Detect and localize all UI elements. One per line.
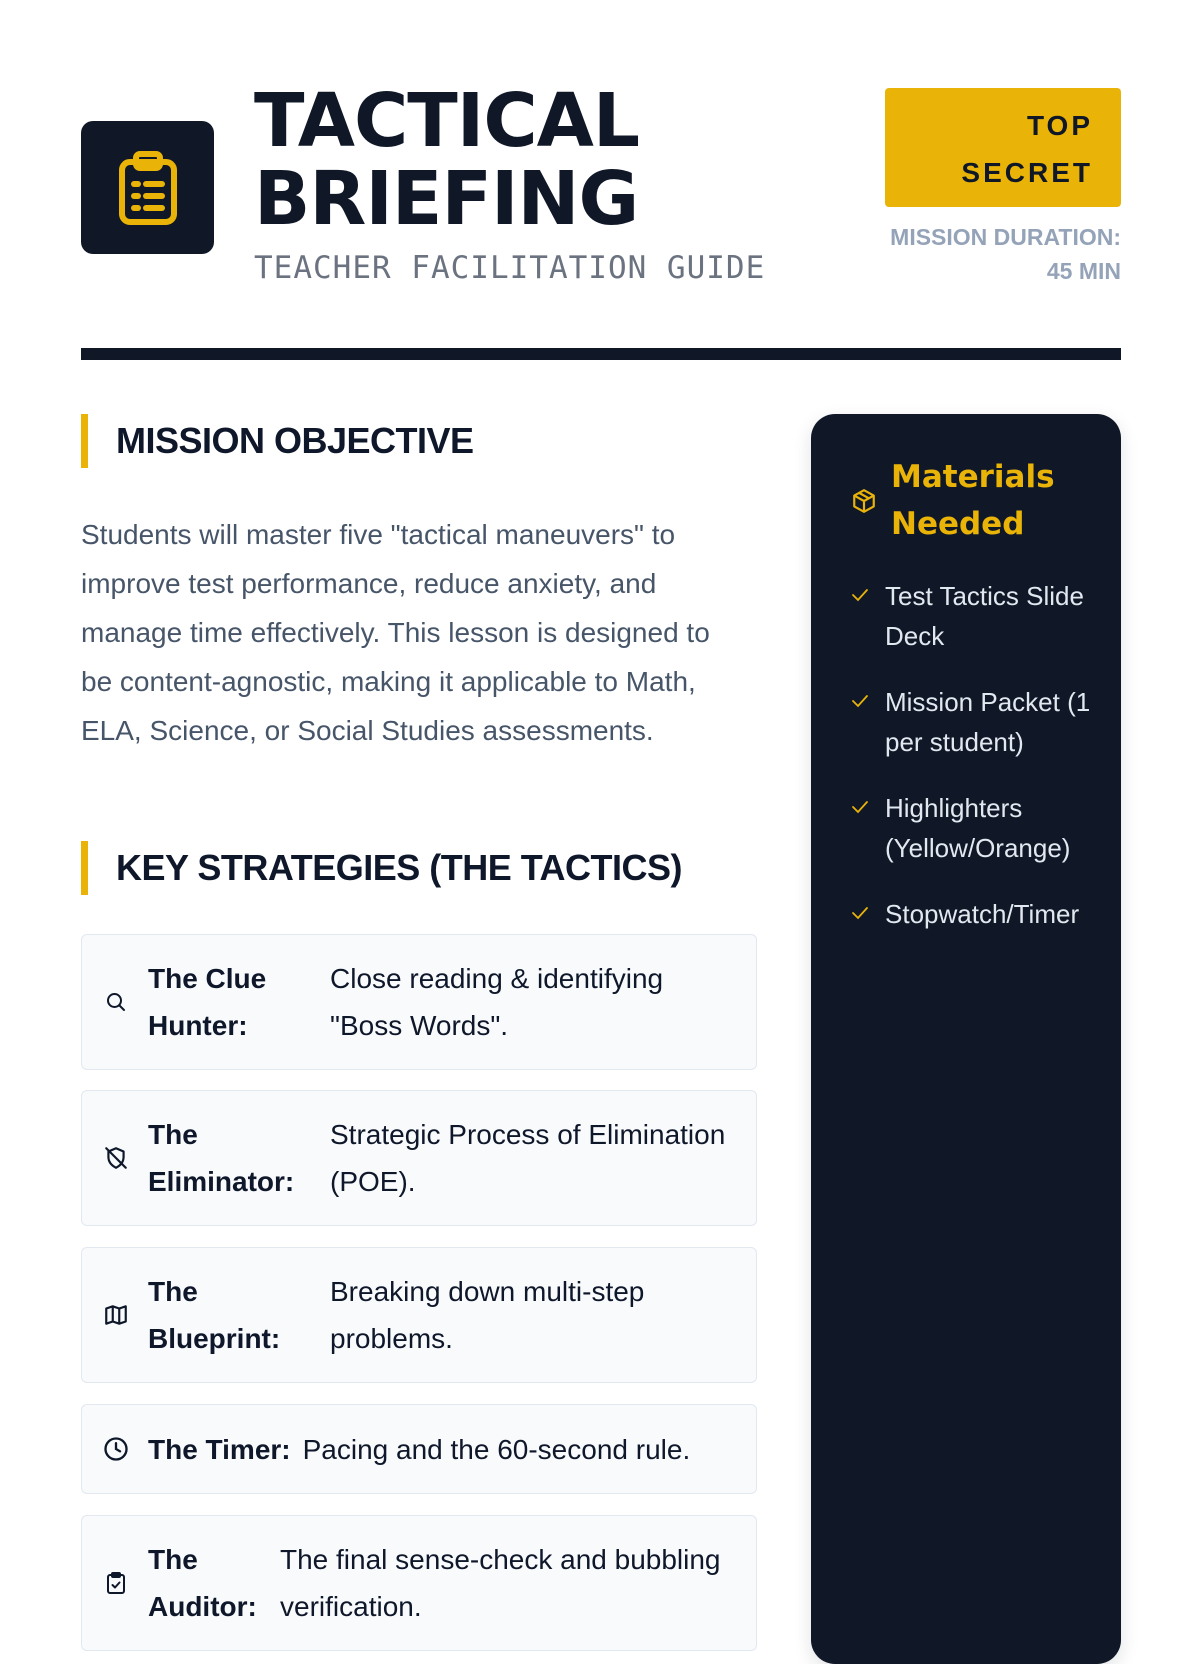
tactic-card-clue-hunter bbox=[81, 934, 757, 1070]
tactic-description: Strategic Process of Elimination (POE). bbox=[330, 1119, 726, 1197]
tactic-name: The Eliminator: bbox=[148, 1119, 295, 1197]
clock-icon bbox=[102, 1434, 130, 1464]
materials-heading: Materials Needed bbox=[891, 459, 1055, 542]
materials-header bbox=[851, 454, 1091, 548]
logo-badge bbox=[81, 121, 214, 254]
stamp-line-2: SECRET bbox=[961, 157, 1093, 188]
list-item bbox=[851, 788, 1091, 868]
header-divider bbox=[81, 348, 1121, 360]
clipboard-check-icon bbox=[105, 1571, 127, 1595]
tactic-name: The Blueprint: bbox=[148, 1276, 281, 1354]
tactic-description: Breaking down multi-step problems. bbox=[330, 1276, 645, 1354]
list-item bbox=[851, 576, 1091, 656]
shield-off-icon bbox=[103, 1145, 129, 1171]
strategies-heading: KEY STRATEGIES (THE TACTICS) bbox=[81, 841, 761, 895]
tactic-description: The final sense-check and bubbling verification. bbox=[280, 1544, 721, 1622]
check-icon bbox=[851, 694, 869, 708]
top-secret-badge bbox=[885, 88, 1121, 207]
list-item bbox=[851, 682, 1091, 762]
tactic-name: The Clue Hunter: bbox=[148, 963, 267, 1041]
tactic-name: The Auditor: bbox=[148, 1544, 257, 1622]
tactic-card-eliminator bbox=[81, 1090, 757, 1226]
search-icon bbox=[104, 990, 128, 1014]
clipboard-list-icon bbox=[116, 150, 180, 226]
briefing-page bbox=[81, 0, 1121, 1622]
tactic-card-auditor bbox=[81, 1515, 757, 1651]
page-subtitle: TEACHER FACILITATION GUIDE bbox=[254, 250, 766, 286]
material-label: Highlighters (Yellow/Orange) bbox=[885, 793, 1071, 863]
check-icon bbox=[851, 906, 869, 920]
mission-duration bbox=[890, 220, 1121, 288]
material-label: Test Tactics Slide Deck bbox=[885, 581, 1084, 651]
tactic-card-timer bbox=[81, 1404, 757, 1494]
title-line-2: BRIEFING bbox=[254, 156, 639, 242]
duration-label: MISSION DURATION: bbox=[890, 224, 1121, 250]
package-icon bbox=[851, 488, 877, 514]
tactic-name: The Timer: bbox=[148, 1433, 291, 1465]
list-item bbox=[851, 894, 1091, 934]
check-icon bbox=[851, 800, 869, 814]
map-icon bbox=[103, 1302, 129, 1328]
check-icon bbox=[851, 588, 869, 602]
materials-panel bbox=[811, 414, 1121, 1664]
materials-list bbox=[851, 576, 1091, 934]
material-label: Mission Packet (1 per student) bbox=[885, 687, 1091, 757]
objective-heading: MISSION OBJECTIVE bbox=[81, 414, 761, 468]
tactic-card-blueprint bbox=[81, 1247, 757, 1383]
duration-value: 45 MIN bbox=[1046, 258, 1121, 284]
tactic-description: Pacing and the 60-second rule. bbox=[302, 1433, 691, 1465]
tactic-description: Close reading & identifying "Boss Words". bbox=[330, 963, 664, 1041]
title-line-1: TACTICAL bbox=[254, 78, 640, 164]
stamp-line-1: TOP bbox=[1026, 110, 1093, 141]
material-label: Stopwatch/Timer bbox=[885, 899, 1080, 929]
page-title bbox=[254, 78, 640, 242]
objective-text: Students will master five "tactical maneuvers" to improve test performance, reduce anxiety, and manage time effectively. This lesson is designed to be content-agnostic, making it applicable to Math, ELA, Science, or Social Studies assessments. bbox=[81, 519, 710, 746]
